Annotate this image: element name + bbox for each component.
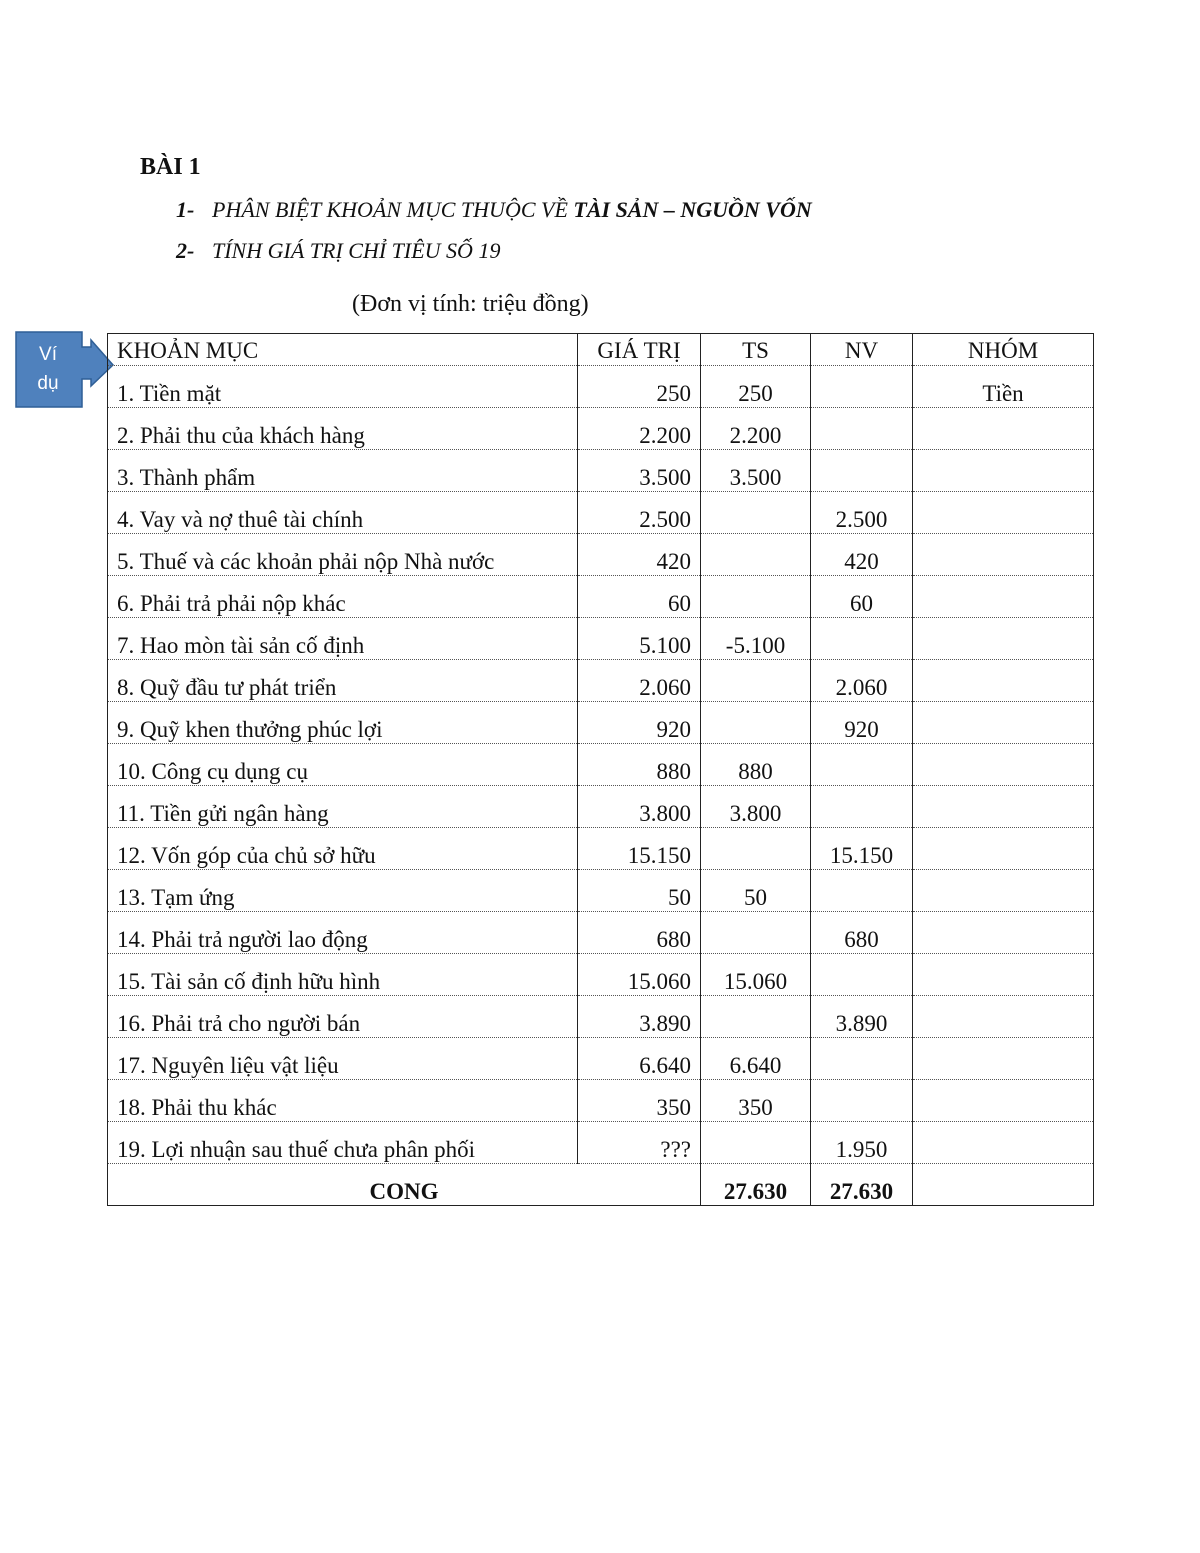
row-value: 6.640 xyxy=(578,1038,701,1080)
row-item: 2. Phải thu của khách hàng xyxy=(108,408,578,450)
row-item: 8. Quỹ đầu tư phát triển xyxy=(108,660,578,702)
row-group xyxy=(913,1122,1094,1164)
row-item: 3. Thành phẩm xyxy=(108,450,578,492)
row-nv xyxy=(811,618,913,660)
table-row xyxy=(108,1122,1094,1164)
table-row xyxy=(108,660,1094,702)
column-header-value: GIÁ TRỊ xyxy=(578,334,701,366)
table-row xyxy=(108,534,1094,576)
row-item: 11. Tiền gửi ngân hàng xyxy=(108,786,578,828)
row-ts: 250 xyxy=(701,366,811,408)
row-group xyxy=(913,996,1094,1038)
row-group xyxy=(913,954,1094,996)
row-item: 18. Phải thu khác xyxy=(108,1080,578,1122)
table-header-row xyxy=(108,334,1094,366)
row-group xyxy=(913,786,1094,828)
table-row xyxy=(108,1080,1094,1122)
row-ts xyxy=(701,534,811,576)
row-group xyxy=(913,828,1094,870)
row-nv xyxy=(811,1080,913,1122)
row-nv: 2.500 xyxy=(811,492,913,534)
task-1-number: 1- xyxy=(176,197,195,222)
total-nv: 27.630 xyxy=(811,1164,913,1206)
total-label: CONG xyxy=(108,1164,701,1206)
row-ts xyxy=(701,576,811,618)
row-ts xyxy=(701,912,811,954)
table-row xyxy=(108,576,1094,618)
callout-line-1: Ví xyxy=(39,344,57,365)
row-ts: 350 xyxy=(701,1080,811,1122)
table-row xyxy=(108,744,1094,786)
row-ts: 50 xyxy=(701,870,811,912)
row-group xyxy=(913,576,1094,618)
total-ts: 27.630 xyxy=(701,1164,811,1206)
table-row xyxy=(108,996,1094,1038)
row-value: 15.150 xyxy=(578,828,701,870)
row-item: 10. Công cụ dụng cụ xyxy=(108,744,578,786)
row-value: 920 xyxy=(578,702,701,744)
task-1 xyxy=(176,197,812,223)
row-nv xyxy=(811,786,913,828)
row-value: 880 xyxy=(578,744,701,786)
row-value: ??? xyxy=(578,1122,701,1164)
row-ts: 2.200 xyxy=(701,408,811,450)
example-callout-label xyxy=(17,340,79,398)
row-item: 6. Phải trả phải nộp khác xyxy=(108,576,578,618)
row-ts xyxy=(701,702,811,744)
exercise-title: BÀI 1 xyxy=(140,154,201,180)
row-ts xyxy=(701,1122,811,1164)
row-value: 2.200 xyxy=(578,408,701,450)
row-value: 3.890 xyxy=(578,996,701,1038)
table-row xyxy=(108,366,1094,408)
row-group xyxy=(913,492,1094,534)
callout-line-2: dụ xyxy=(37,373,59,394)
row-nv xyxy=(811,450,913,492)
row-item: 16. Phải trả cho người bán xyxy=(108,996,578,1038)
row-item: 1. Tiền mặt xyxy=(108,366,578,408)
row-group xyxy=(913,408,1094,450)
row-group xyxy=(913,450,1094,492)
table-row xyxy=(108,828,1094,870)
row-value: 2.060 xyxy=(578,660,701,702)
task-2-number: 2- xyxy=(176,238,195,263)
column-header-ts: TS xyxy=(701,334,811,366)
total-group xyxy=(913,1164,1094,1206)
row-group xyxy=(913,660,1094,702)
row-value: 250 xyxy=(578,366,701,408)
row-value: 3.800 xyxy=(578,786,701,828)
table-row xyxy=(108,702,1094,744)
row-value: 680 xyxy=(578,912,701,954)
row-value: 420 xyxy=(578,534,701,576)
row-value: 60 xyxy=(578,576,701,618)
row-item: 19. Lợi nhuận sau thuế chưa phân phối xyxy=(108,1122,578,1164)
unit-note: (Đơn vị tính: triệu đồng) xyxy=(352,291,589,317)
row-nv: 420 xyxy=(811,534,913,576)
row-nv: 3.890 xyxy=(811,996,913,1038)
task-1-text: PHÂN BIỆT KHOẢN MỤC THUỘC VỀ xyxy=(212,197,574,222)
accounts-table xyxy=(107,333,1094,1206)
row-value: 2.500 xyxy=(578,492,701,534)
row-group xyxy=(913,702,1094,744)
column-header-group: NHÓM xyxy=(913,334,1094,366)
row-item: 13. Tạm ứng xyxy=(108,870,578,912)
row-value: 15.060 xyxy=(578,954,701,996)
row-value: 3.500 xyxy=(578,450,701,492)
row-group xyxy=(913,618,1094,660)
table-row xyxy=(108,786,1094,828)
table-row xyxy=(108,450,1094,492)
row-value: 5.100 xyxy=(578,618,701,660)
column-header-item: KHOẢN MỤC xyxy=(108,334,578,366)
row-item: 14. Phải trả người lao động xyxy=(108,912,578,954)
row-nv: 15.150 xyxy=(811,828,913,870)
row-nv: 1.950 xyxy=(811,1122,913,1164)
row-item: 9. Quỹ khen thưởng phúc lợi xyxy=(108,702,578,744)
row-nv xyxy=(811,408,913,450)
row-nv: 60 xyxy=(811,576,913,618)
row-nv xyxy=(811,1038,913,1080)
row-nv: 680 xyxy=(811,912,913,954)
row-ts: 6.640 xyxy=(701,1038,811,1080)
row-nv xyxy=(811,954,913,996)
table-row xyxy=(108,492,1094,534)
row-group: Tiền xyxy=(913,366,1094,408)
table-row xyxy=(108,408,1094,450)
row-ts xyxy=(701,828,811,870)
row-group xyxy=(913,1038,1094,1080)
row-ts: 15.060 xyxy=(701,954,811,996)
table-row xyxy=(108,912,1094,954)
table-row xyxy=(108,870,1094,912)
row-group xyxy=(913,912,1094,954)
row-ts: 3.800 xyxy=(701,786,811,828)
row-ts: -5.100 xyxy=(701,618,811,660)
row-value: 50 xyxy=(578,870,701,912)
row-value: 350 xyxy=(578,1080,701,1122)
table-row xyxy=(108,954,1094,996)
row-item: 12. Vốn góp của chủ sở hữu xyxy=(108,828,578,870)
row-group xyxy=(913,870,1094,912)
row-ts xyxy=(701,660,811,702)
row-nv xyxy=(811,366,913,408)
column-header-nv: NV xyxy=(811,334,913,366)
total-row xyxy=(108,1164,1094,1206)
row-item: 5. Thuế và các khoản phải nộp Nhà nước xyxy=(108,534,578,576)
row-nv xyxy=(811,744,913,786)
row-item: 7. Hao mòn tài sản cố định xyxy=(108,618,578,660)
row-group xyxy=(913,1080,1094,1122)
row-group xyxy=(913,744,1094,786)
row-ts: 3.500 xyxy=(701,450,811,492)
row-nv xyxy=(811,870,913,912)
row-item: 17. Nguyên liệu vật liệu xyxy=(108,1038,578,1080)
row-item: 4. Vay và nợ thuê tài chính xyxy=(108,492,578,534)
task-2-text: TÍNH GIÁ TRỊ CHỈ TIÊU SỐ 19 xyxy=(212,238,501,263)
row-nv: 2.060 xyxy=(811,660,913,702)
row-item: 15. Tài sản cố định hữu hình xyxy=(108,954,578,996)
row-ts xyxy=(701,492,811,534)
task-1-emphasis: TÀI SẢN – NGUỒN VỐN xyxy=(573,197,812,222)
task-2 xyxy=(176,238,500,264)
table-row xyxy=(108,1038,1094,1080)
table-row xyxy=(108,618,1094,660)
row-ts: 880 xyxy=(701,744,811,786)
row-group xyxy=(913,534,1094,576)
row-nv: 920 xyxy=(811,702,913,744)
row-ts xyxy=(701,996,811,1038)
